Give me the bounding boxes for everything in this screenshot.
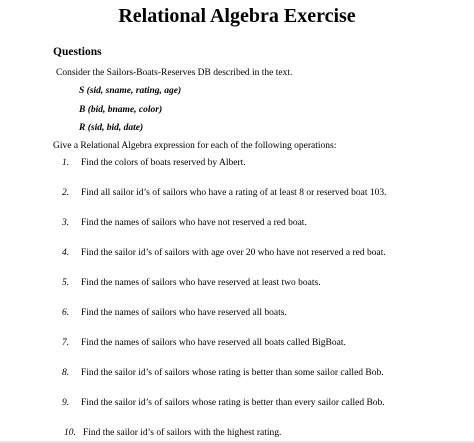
schema-sailors: S (sid, sname, rating, age) [79,86,182,96]
question-item [62,337,346,349]
question-item [64,427,281,439]
instruction-text: Give a Relational Algebra expression for each of the following operations: [53,141,337,151]
question-text: Find the colors of boats reserved by Albert. [81,158,246,168]
question-text: Find the names of sailors who have reserved all boats called BigBoat. [81,338,346,348]
schema-boats: B (bid, bname, color) [79,105,163,115]
document-title: Relational Algebra Exercise [118,5,356,27]
question-text: Find all sailor id’s of sailors who have a rating of at least 8 or reserved boat 103. [81,188,387,198]
question-number: 10. [64,428,76,438]
question-number: 8. [62,368,70,378]
question-number: 9. [62,398,70,408]
question-number: 3. [62,218,70,228]
question-item [62,277,321,289]
question-item [62,307,287,319]
question-text: Find the names of sailors who have not reserved a red boat. [81,218,307,228]
question-item [62,247,386,259]
question-number: 5. [62,278,70,288]
question-text: Find the sailor id’s of sailors with age over 20 who have not reserved a red boat. [81,248,386,258]
question-text: Find the sailor id’s of sailors whose rating is better than every sailor called Bob. [81,398,385,408]
question-number: 7. [62,338,70,348]
question-text: Find the sailor id’s of sailors whose rating is better than some sailor called Bob. [81,368,384,378]
question-number: 6. [62,308,70,318]
question-item [62,367,384,379]
question-number: 1. [62,158,70,168]
question-item [62,217,307,229]
question-item [62,397,385,409]
question-text: Find the names of sailors who have reserved all boats. [81,308,287,318]
question-number: 2. [62,188,70,198]
question-item [62,187,387,199]
section-heading: Questions [53,46,102,58]
question-number: 4. [62,248,70,258]
question-item [62,157,246,169]
schema-reserves: R (sid, bid, date) [79,123,144,133]
question-text: Find the sailor id’s of sailors with the highest rating. [83,428,282,438]
intro-text: Consider the Sailors-Boats-Reserves DB described in the text. [56,68,293,78]
question-text: Find the names of sailors who have reserved at least two boats. [81,278,321,288]
